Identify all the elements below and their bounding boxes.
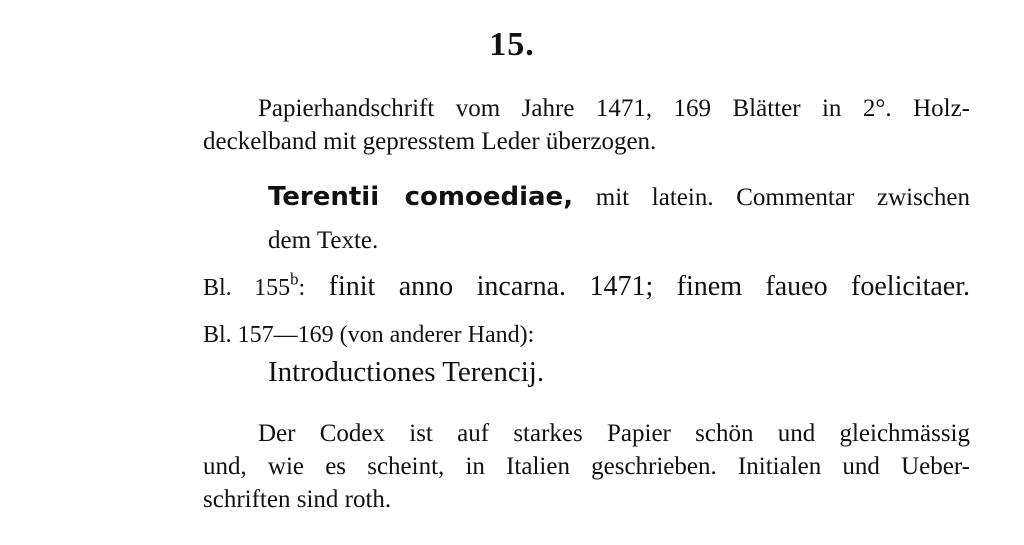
colophon-label: Bl. 155: [203, 275, 291, 301]
note-line-3: schriften sind roth.: [203, 486, 392, 513]
work-title-line: [268, 182, 970, 212]
description-line-1: Papierhandschrift vom Jahre 1471, 169 Blätter in 2°. Holz-: [258, 95, 970, 122]
colophon-label-sup: b: [290, 269, 299, 289]
entry-number: 15.: [489, 26, 535, 63]
work-title-line-2: dem Texte.: [268, 227, 379, 254]
description-line-2: deckelband mit gepresstem Leder überzogen.: [203, 128, 657, 155]
appendix-title: Introductiones Terencij.: [268, 356, 545, 388]
note-line-1: Der Codex ist auf starkes Papier schön und gleichmässig: [258, 420, 970, 447]
work-subtitle: mit latein. Commentar zwischen: [573, 184, 970, 211]
note-line-2: und, wie es scheint, in Italien geschrieben. Initialen und Ueber-: [203, 453, 970, 480]
colophon-label-colon: :: [298, 275, 306, 301]
work-title: Terentii comoediae,: [268, 182, 574, 212]
colophon-text: finit anno incarna. 1471; finem faueo foelicitaer.: [305, 271, 970, 302]
colophon-line: [203, 271, 970, 303]
appendix-label: Bl. 157—169 (von anderer Hand):: [203, 322, 535, 348]
